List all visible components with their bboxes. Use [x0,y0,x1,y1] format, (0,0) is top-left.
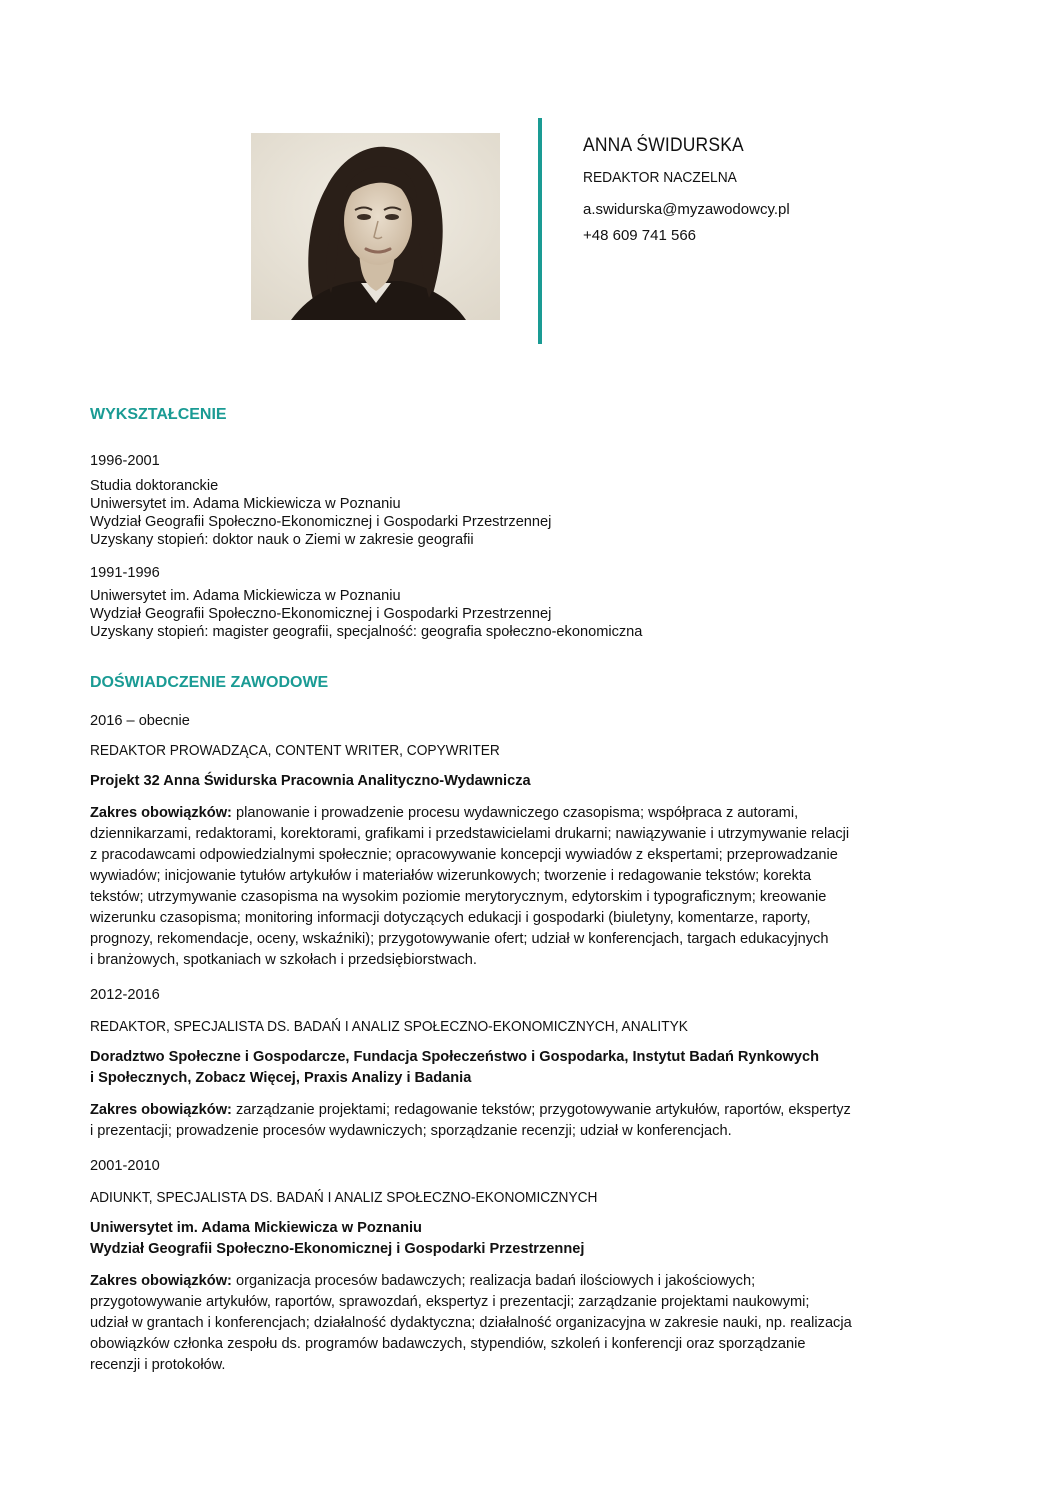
duties-line: przygotowywanie artykułów, raportów, sprawozdań, ekspertyz i prezentacji; zarządzanie projektami naukowymi; [90,1294,810,1310]
duties-line: prognozy, rekomendacje, oceny, wskaźniki); przygotowywanie ofert; udział w konferencjach, targach edukacyjnych [90,931,829,947]
education-line: Wydział Geografii Społeczno-Ekonomicznej i Gospodarki Przestrzennej [90,606,552,622]
duties-line: zarządzanie projektami; redagowanie tekstów; przygotowywanie artykułów, raportów, ekspertyz [235,1102,851,1118]
job-period: 2016 – obecnie [90,713,190,729]
duties [90,1271,990,1376]
duties-line: dziennikarzami, redaktorami, korektorami, grafikami i przedstawicielami drukarni; nawiązywanie i utrzymywanie relacji [90,826,850,842]
email-address[interactable]: a.swidurska@myzawodowcy.pl [583,201,790,218]
employer [90,1047,990,1089]
duties-line: organizacja procesów badawczych; realizacja badań ilościowych i jakościowych; [235,1273,756,1289]
duties-line: i branżowych, spotkaniach w szkołach i przedsiębiorstwach. [90,952,477,968]
employer-line: Projekt 32 Anna Świdurska Pracownia Analityczno-Wydawnicza [90,773,531,789]
duties-line: i prezentacji; prowadzenie procesów wydawniczych; sporządzanie recenzji; udział w konferencjach. [90,1123,732,1139]
header [583,134,1023,246]
job-title: REDAKTOR, SPECJALISTA DS. BADAŃ I ANALIZ SPOŁECZNO-EKONOMICZNYCH, ANALITYK [90,1019,688,1035]
job-title: REDAKTOR PROWADZĄCA, CONTENT WRITER, COPYWRITER [90,743,500,759]
employer [90,771,990,792]
job-title: ADIUNKT, SPECJALISTA DS. BADAŃ I ANALIZ SPOŁECZNO-EKONOMICZNYCH [90,1190,598,1206]
employer-line: Uniwersytet im. Adama Mickiewicza w Poznaniu [90,1220,422,1236]
duties-line: z pracodawcami odpowiedzialnymi społecznie; opracowywanie koncepcji wywiadów z ekspertami; przeprowadzanie [90,847,838,863]
education-line: Wydział Geografii Społeczno-Ekonomicznej i Gospodarki Przestrzennej [90,514,552,530]
phone-number[interactable]: +48 609 741 566 [583,227,697,244]
education-line: Uniwersytet im. Adama Mickiewicza w Poznaniu [90,588,401,604]
education-heading: WYKSZTAŁCENIE [90,406,227,423]
education-entry [90,563,990,641]
profile-photo [251,133,500,320]
duties-line: wizerunku czasopisma; monitoring informacji dotyczących edukacji i gospodarki (biuletyny, komentarze, raporty, [90,910,811,926]
duties-label: Zakres obowiązków: [90,1102,232,1118]
employer-line: i Społecznych, Zobacz Więcej, Praxis Analizy i Badania [90,1070,472,1086]
education-entry [90,451,990,549]
education-details [90,477,990,549]
education-line: Uzyskany stopień: magister geografii, specjalność: geografia społeczno-ekonomiczna [90,624,643,640]
job-period: 2012-2016 [90,987,160,1003]
experience-heading: DOŚWIADCZENIE ZAWODOWE [90,674,329,691]
education-line: Uzyskany stopień: doktor nauk o Ziemi w zakresie geografii [90,532,474,548]
job-entry [90,711,990,971]
duties-line: planowanie i prowadzenie procesu wydawniczego czasopisma; współpraca z autorami, [235,805,799,821]
education-line: Studia doktoranckie [90,478,219,494]
job-entry [90,985,990,1142]
duties-line: recenzji i protokołów. [90,1357,226,1373]
person-name: ANNA ŚWIDURSKA [583,135,744,156]
duties-label: Zakres obowiązków: [90,1273,232,1289]
duties-label: Zakres obowiązków: [90,805,232,821]
education-details [90,587,990,641]
employer-line: Wydział Geografii Społeczno-Ekonomicznej i Gospodarki Przestrzennej [90,1241,585,1257]
duties-line: tekstów; utrzymywanie czasopisma na wysokim poziomie merytorycznym, edytorskim i typograficznym; kreowanie [90,889,827,905]
duties [90,1100,990,1142]
employer-line: Doradztwo Społeczne i Gospodarcze, Fundacja Społeczeństwo i Gospodarka, Instytut Badań Rynkowych [90,1049,820,1065]
duties-line: udział w grantach i konferencjach; działalność dydaktyczna; działalność organizacyjna w zakresie nauki, np. realizacja [90,1315,852,1331]
job-role: REDAKTOR NACZELNA [583,169,737,186]
cv-content [90,404,990,1376]
job-entry [90,1156,990,1376]
education-period: 1991-1996 [90,565,160,581]
duties [90,803,990,971]
duties-line: wywiadów; inicjowanie tytułów artykułów i materiałów wizerunkowych; tworzenie i redagowanie tekstów; korekta [90,868,812,884]
employer [90,1218,990,1260]
education-period: 1996-2001 [90,453,160,469]
job-period: 2001-2010 [90,1158,160,1174]
duties-line: obowiązków członka zespołu ds. programów badawczych, stypendiów, szkoleń i konferencji oraz sporządzanie [90,1336,806,1352]
education-line: Uniwersytet im. Adama Mickiewicza w Poznaniu [90,496,401,512]
accent-divider [538,118,542,344]
